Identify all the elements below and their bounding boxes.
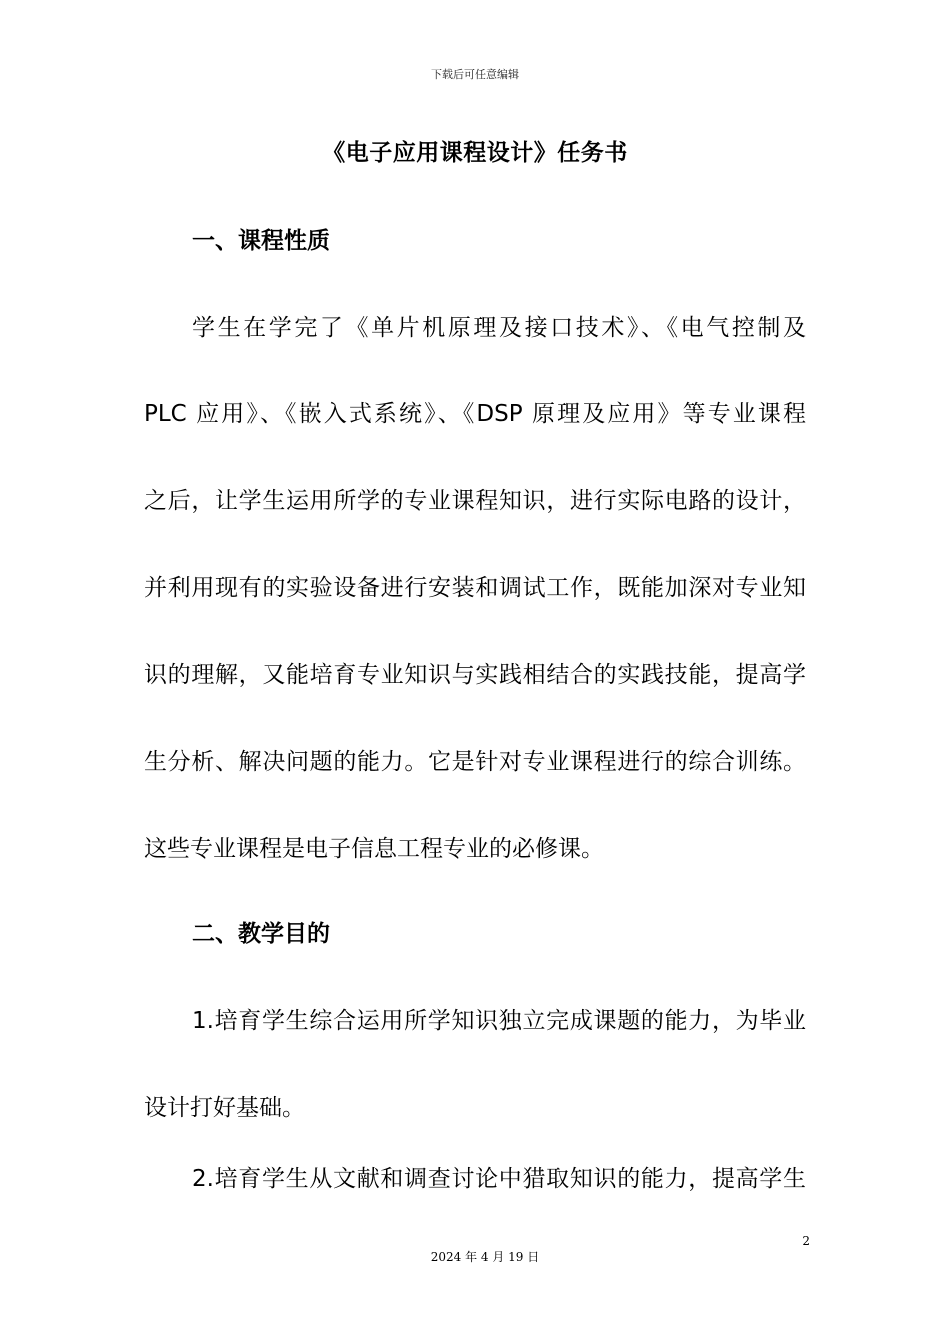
paragraph-line: 生分析、解决问题的能力。它是针对专业课程进行的综合训练。 xyxy=(144,749,806,775)
paragraph-line: 并利用现有的实验设备进行安装和调试工作，既能加深对专业知 xyxy=(144,575,806,601)
paragraph-line: 学生在学完了《单片机原理及接口技术》、《电气控制及 xyxy=(192,315,806,341)
paragraph-line: 这些专业课程是电子信息工程专业的必修课。 xyxy=(144,836,604,862)
paragraph-line: 2.培育学生从文献和调查讨论中猎取知识的能力，提高学生 xyxy=(192,1166,806,1192)
page-header: 下载后可任意编辑 xyxy=(431,68,519,81)
section-heading-teaching-purpose: 二、教学目的 xyxy=(192,921,330,947)
paragraph-line: PLC 应用》、《嵌入式系统》、《DSP 原理及应用》等专业课程 xyxy=(144,401,806,427)
page-number: 2 xyxy=(802,1234,810,1248)
page-footer-date: 2024 年 4 月 19 日 xyxy=(430,1250,540,1264)
paragraph-line: 之后，让学生运用所学的专业课程知识，进行实际电路的设计， xyxy=(144,488,806,514)
paragraph-line: 识的理解，又能培育专业知识与实践相结合的实践技能，提高学 xyxy=(144,662,806,688)
paragraph-line: 设计打好基础。 xyxy=(144,1095,305,1121)
section-heading-course-nature: 一、课程性质 xyxy=(192,228,330,254)
paragraph-line: 1.培育学生综合运用所学知识独立完成课题的能力，为毕业 xyxy=(192,1008,806,1034)
document-title: 《电子应用课程设计》任务书 xyxy=(322,140,628,166)
